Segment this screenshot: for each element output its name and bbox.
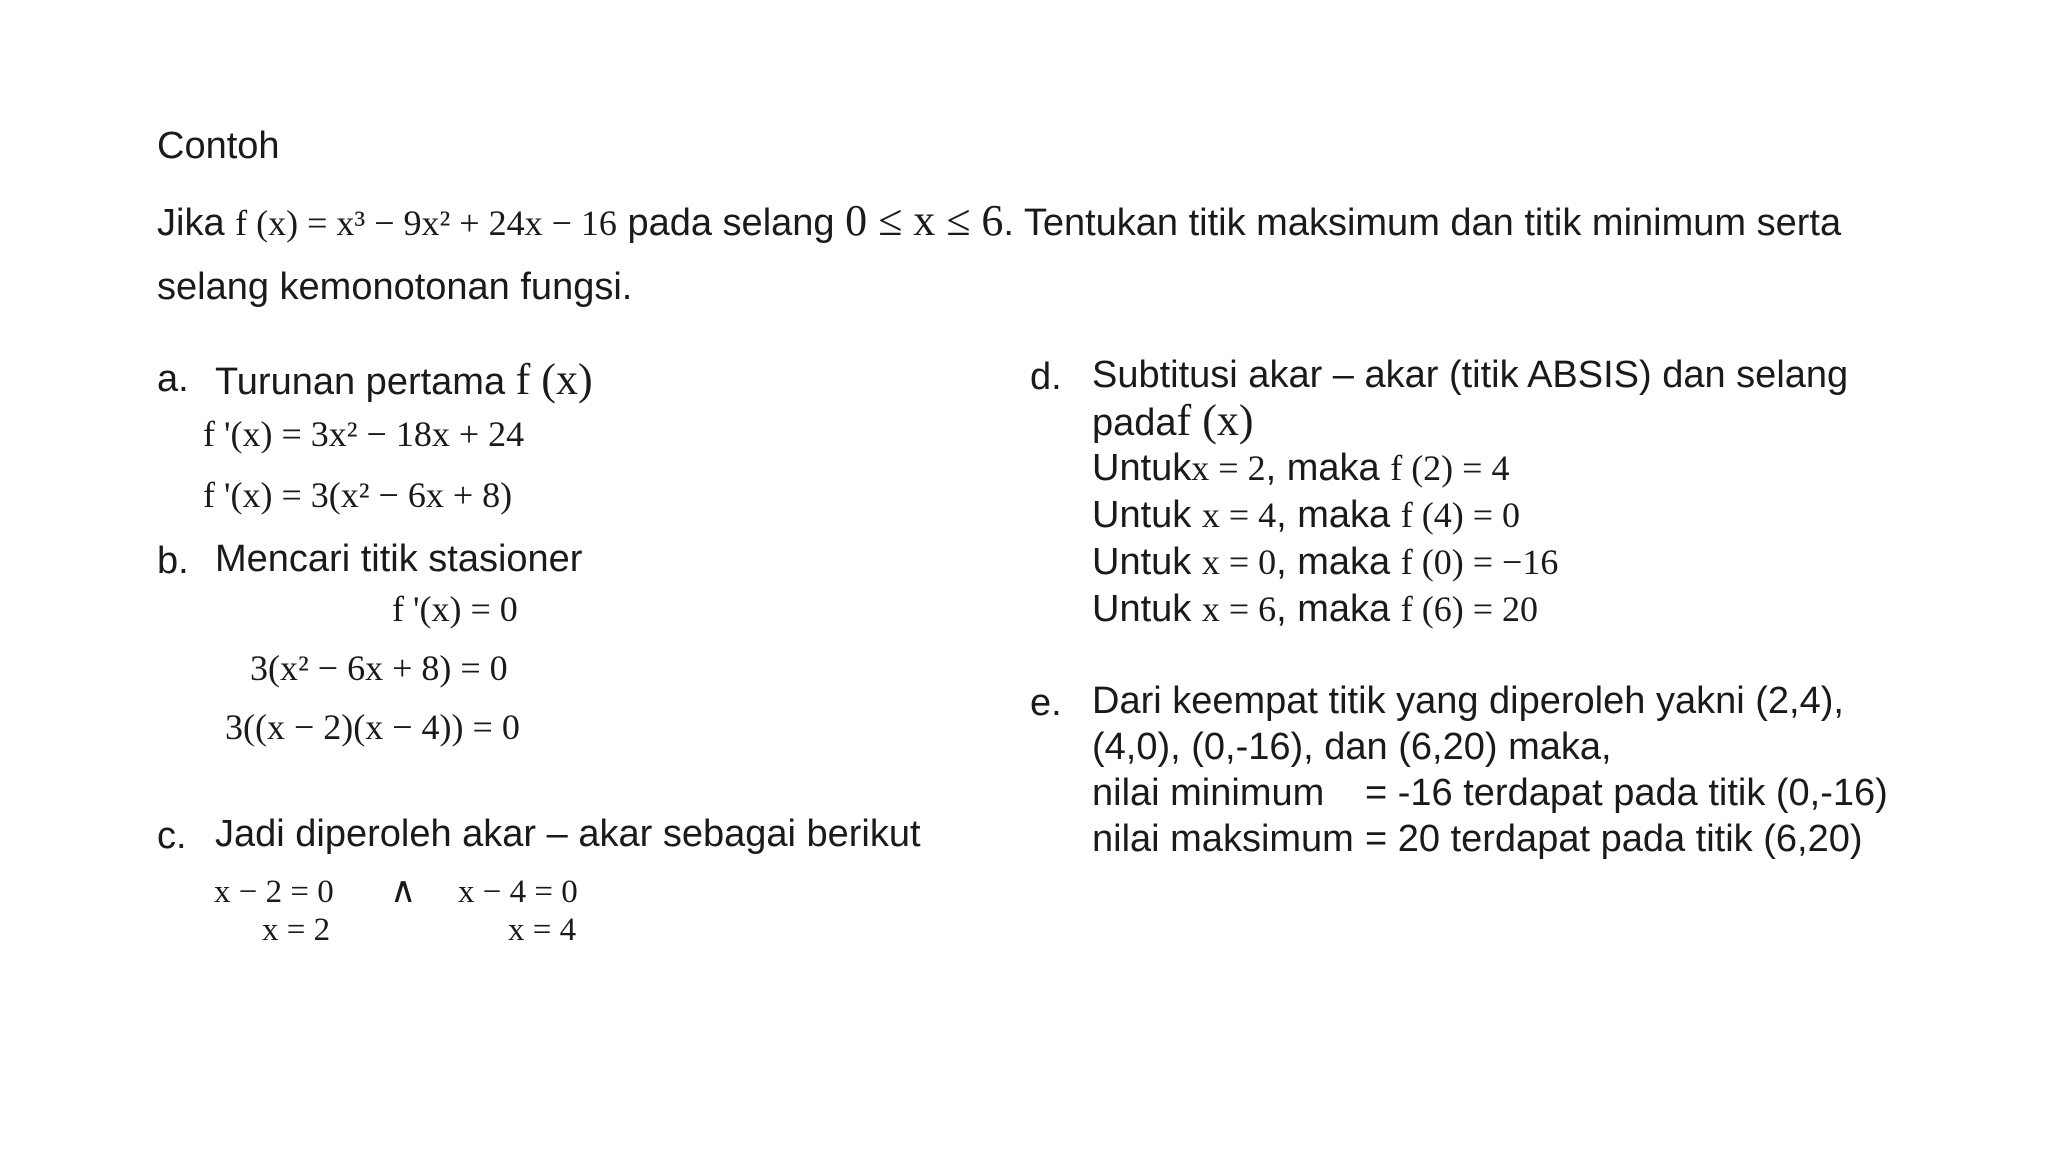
section-b-heading: Mencari titik stasioner [215, 538, 583, 580]
section-b-eq1: f '(x) = 0 [392, 589, 518, 629]
section-e-line2: (4,0), (0,-16), dan (6,20) maka, [1092, 726, 1612, 768]
section-e-max-value: = 20 terdapat pada titik (6,20) [1365, 818, 1863, 860]
section-b-marker: b. [157, 540, 189, 582]
section-d-pada: pada [1092, 402, 1177, 444]
slide-title: Contoh [157, 125, 280, 167]
section-e-line1: Dari keempat titik yang diperoleh yakni (2,4), [1092, 680, 1844, 722]
section-e-min-value: = -16 terdapat pada titik (0,-16) [1365, 772, 1888, 814]
section-a-eq1: f '(x) = 3x² − 18x + 24 [203, 414, 525, 454]
row-untuk: Untuk [1092, 494, 1192, 536]
row-x: x = 4 [1201, 495, 1277, 535]
section-c-left2: x = 2 [262, 912, 331, 948]
section-c-right1: x − 4 = 0 [458, 874, 578, 910]
section-c-left1: x − 2 = 0 [214, 874, 334, 910]
section-d-heading-line1: Subtitusi akar – akar (titik ABSIS) dan selang [1092, 354, 1849, 396]
section-d-row [1092, 588, 1538, 632]
section-d-marker: d. [1030, 356, 1062, 398]
row-f: f (6) = 20 [1400, 589, 1539, 629]
section-a-marker: a. [157, 358, 189, 400]
section-d-heading-line2 [1092, 396, 1254, 447]
section-a-heading [215, 355, 593, 406]
section-a-eq2: f '(x) = 3(x² − 6x + 8) [203, 475, 513, 515]
row-x: x = 2 [1191, 448, 1266, 488]
section-d-row [1092, 541, 1558, 585]
section-d-row [1092, 494, 1520, 538]
row-f: f (0) = −16 [1400, 542, 1559, 582]
section-d-row [1092, 447, 1509, 491]
problem-pada-selang: pada selang [627, 202, 835, 244]
row-x: x = 0 [1201, 542, 1277, 582]
row-maka: , maka [1265, 447, 1380, 489]
problem-interval: 0 ≤ x ≤ 6 [845, 196, 1004, 245]
row-untuk: Untuk [1092, 541, 1192, 583]
section-e-marker: e. [1030, 682, 1062, 724]
row-maka: , maka [1276, 494, 1391, 536]
section-b-eq3: 3((x − 2)(x − 4)) = 0 [225, 707, 520, 747]
section-c-right2: x = 4 [508, 912, 577, 948]
problem-line-1 [157, 196, 1841, 247]
problem-jika: Jika [157, 202, 225, 244]
section-a-heading-text: Turunan pertama [215, 361, 506, 403]
section-a-heading-math: f (x) [515, 355, 593, 404]
row-maka: , maka [1276, 541, 1391, 583]
section-c-heading: Jadi diperoleh akar – akar sebagai berikut [215, 813, 921, 855]
row-f: f (4) = 0 [1400, 495, 1521, 535]
row-untuk: Untuk [1092, 447, 1192, 489]
row-maka: , maka [1276, 588, 1391, 630]
row-x: x = 6 [1201, 589, 1277, 629]
problem-function: f (x) = x³ − 9x² + 24x − 16 [235, 203, 617, 243]
section-b-eq2: 3(x² − 6x + 8) = 0 [250, 648, 508, 688]
section-c-wedge: ∧ [390, 870, 417, 910]
section-e-max-label: nilai maksimum [1092, 818, 1354, 860]
section-e-min-label: nilai minimum [1092, 772, 1325, 814]
problem-line-2: selang kemonotonan fungsi. [157, 266, 633, 308]
section-d-pada-math: f (x) [1176, 396, 1254, 445]
row-f: f (2) = 4 [1390, 448, 1510, 488]
section-c-marker: c. [157, 815, 187, 857]
row-untuk: Untuk [1092, 588, 1192, 630]
problem-rest: . Tentukan titik maksimum dan titik minimum serta [1003, 202, 1842, 244]
